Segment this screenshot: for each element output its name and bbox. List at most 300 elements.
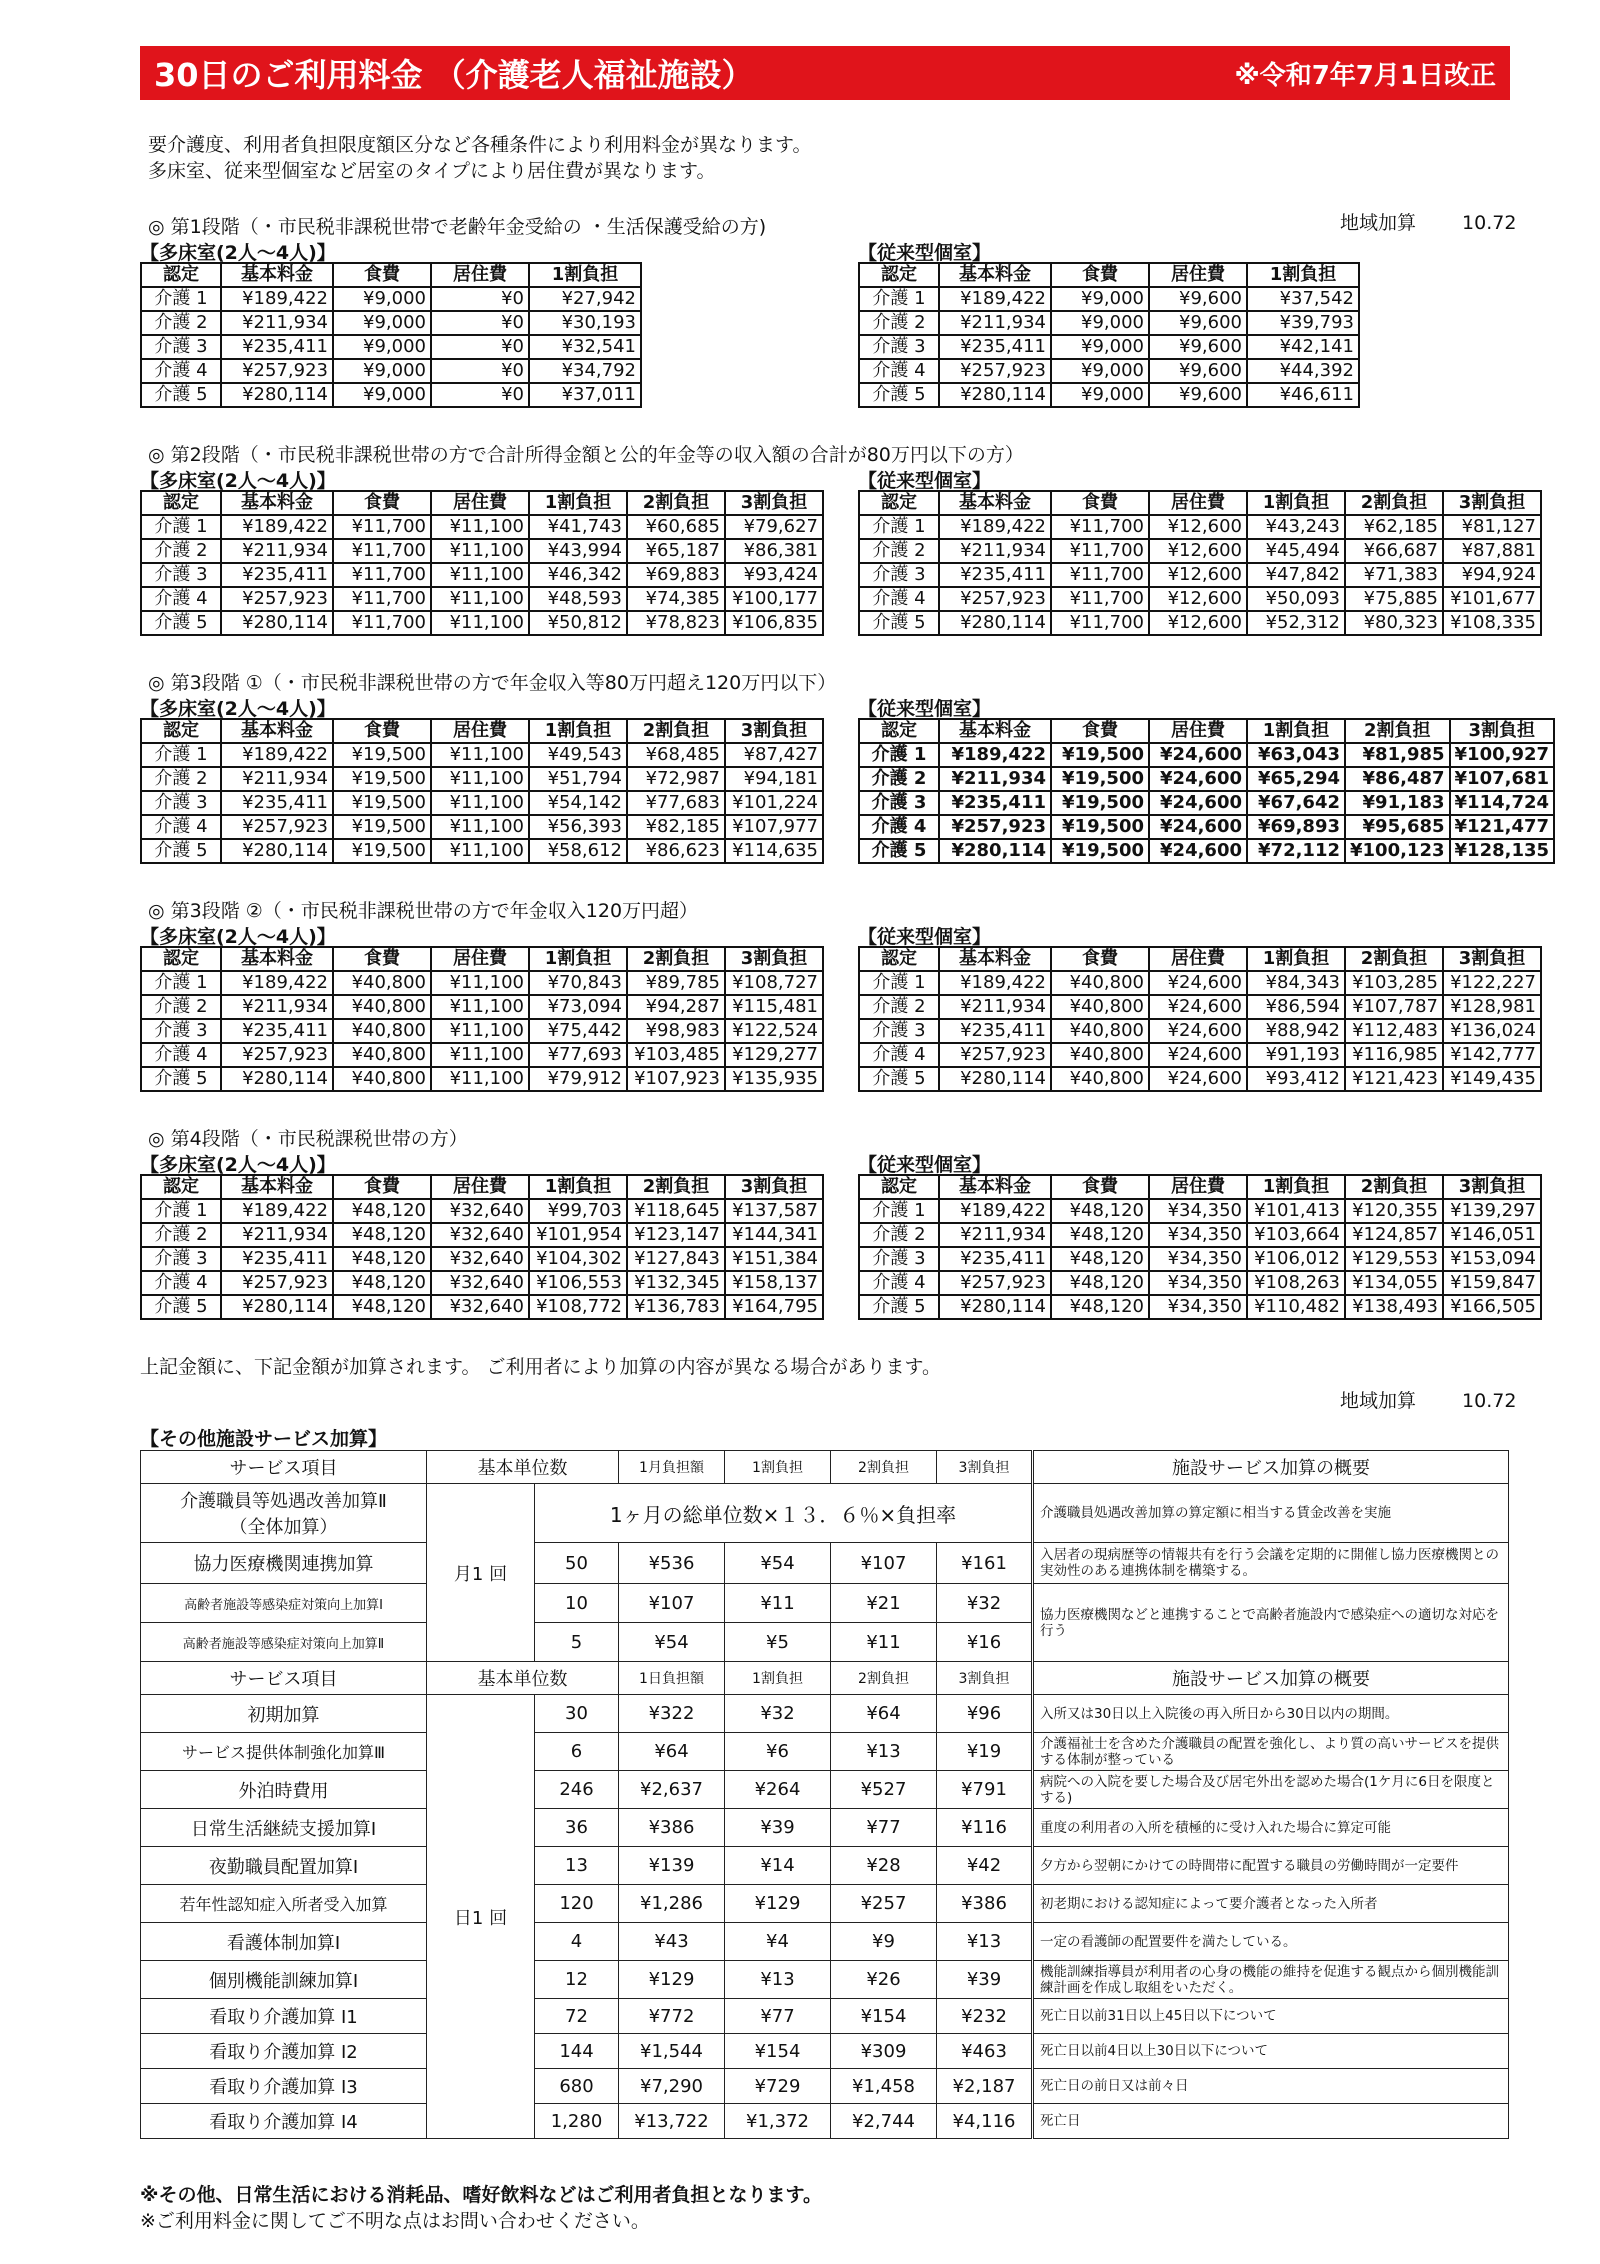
fee-cell: ¥11,100	[431, 611, 529, 635]
multi-bed-fee-table	[140, 490, 824, 636]
column-header: 居住費	[431, 491, 529, 515]
fee-cell: ¥64	[831, 1695, 937, 1733]
fee-cell: ¥98,983	[627, 1019, 725, 1043]
table-row	[141, 1961, 1509, 1999]
fee-cell: ¥32,640	[431, 1223, 529, 1247]
area-addition	[1340, 208, 1516, 235]
fee-cell: ¥69,893	[1247, 815, 1345, 839]
stage-title: ◎ 第2段階（・市民税非課税世帯の方で合計所得金額と公的年金等の収入額の合計が80万円以下の方）	[148, 444, 1024, 466]
fee-cell: ¥9,000	[1051, 311, 1149, 335]
services-title: 【その他施設サービス加算】	[140, 1428, 388, 1450]
fee-cell: ¥103,485	[627, 1043, 725, 1067]
fee-cell: ¥11,100	[431, 1019, 529, 1043]
fee-cell: ¥189,422	[221, 743, 333, 767]
fee-cell: ¥211,934	[221, 767, 333, 791]
table-row	[141, 971, 823, 995]
fee-cell: ¥28	[831, 1847, 937, 1885]
fee-cell: ¥154	[831, 1999, 937, 2034]
table-row	[859, 767, 1554, 791]
service-description: 協力医療機関などと連携することで高齢者施設内で感染症への適切な対応を行う	[1033, 1584, 1509, 1662]
fee-cell: ¥48,120	[1051, 1295, 1149, 1319]
fee-cell: ¥32,640	[431, 1271, 529, 1295]
fee-cell: ¥66,687	[1345, 539, 1443, 563]
fee-cell: ¥11,700	[1051, 611, 1149, 635]
table-row	[859, 611, 1541, 635]
fee-cell: ¥13	[831, 1733, 937, 1771]
table-row	[141, 2034, 1509, 2069]
fee-cell: ¥118,645	[627, 1199, 725, 1223]
fee-cell: ¥189,422	[221, 971, 333, 995]
fee-cell: ¥9,000	[333, 335, 431, 359]
care-level-cell: 介護 4	[859, 1271, 939, 1295]
fee-cell: ¥34,792	[529, 359, 641, 383]
column-header: 2割負担	[627, 491, 725, 515]
fee-cell: ¥139	[619, 1847, 725, 1885]
care-level-cell: 介護 1	[859, 515, 939, 539]
stage-title: ◎ 第3段階 ②（・市民税非課税世帯の方で年金収入120万円超）	[148, 900, 699, 922]
fee-cell: ¥77,693	[529, 1043, 627, 1067]
fee-cell: ¥135,935	[725, 1067, 823, 1091]
unit-cell: 144	[535, 2034, 619, 2069]
fee-cell: ¥264	[725, 1771, 831, 1809]
area-label: 地域加算	[1340, 212, 1417, 234]
fee-cell: ¥4,116	[937, 2104, 1033, 2139]
column-header: 1割負担	[529, 947, 627, 971]
service-description: 重度の利用者の入所を積極的に受け入れた場合に算定可能	[1033, 1809, 1509, 1847]
fee-cell: ¥9,000	[333, 311, 431, 335]
fee-cell: ¥48,120	[333, 1247, 431, 1271]
fee-cell: ¥24,600	[1149, 1043, 1247, 1067]
fee-cell: ¥48,120	[333, 1199, 431, 1223]
fee-cell: ¥47,842	[1247, 563, 1345, 587]
column-header: 1割負担	[725, 1451, 831, 1484]
fee-cell: ¥40,800	[1051, 971, 1149, 995]
fee-cell: ¥91,193	[1247, 1043, 1345, 1067]
column-header: サービス項目	[141, 1451, 427, 1484]
fee-cell: ¥82,185	[627, 815, 725, 839]
unit-cell: 36	[535, 1809, 619, 1847]
fee-cell: ¥11,700	[333, 539, 431, 563]
column-header: 3割負担	[725, 947, 823, 971]
table-row	[141, 1695, 1509, 1733]
fee-cell: ¥88,942	[1247, 1019, 1345, 1043]
fee-cell: ¥235,411	[221, 335, 333, 359]
fee-cell: ¥12,600	[1149, 539, 1247, 563]
service-name	[141, 1484, 427, 1543]
fee-cell: ¥166,505	[1443, 1295, 1541, 1319]
fee-cell: ¥16	[937, 1623, 1033, 1662]
stage-title: ◎ 第3段階 ①（・市民税非課税世帯の方で年金収入等80万円超え120万円以下）	[148, 672, 837, 694]
fee-cell: ¥235,411	[939, 335, 1051, 359]
fee-cell: ¥32,541	[529, 335, 641, 359]
care-level-cell: 介護 3	[141, 791, 221, 815]
fee-cell: ¥96	[937, 1695, 1033, 1733]
unit-cell: 12	[535, 1961, 619, 1999]
fee-cell: ¥95,685	[1345, 815, 1450, 839]
fee-cell: ¥39	[937, 1961, 1033, 1999]
fee-cell: ¥189,422	[939, 1199, 1051, 1223]
fee-cell: ¥0	[431, 287, 529, 311]
fee-cell: ¥11,700	[1051, 563, 1149, 587]
care-level-cell: 介護 2	[141, 311, 221, 335]
table-row	[141, 515, 823, 539]
fee-cell: ¥159,847	[1443, 1271, 1541, 1295]
fee-cell: ¥34,350	[1149, 1199, 1247, 1223]
fee-cell: ¥9,600	[1149, 359, 1247, 383]
fee-cell: ¥11,700	[1051, 539, 1149, 563]
fee-cell: ¥24,600	[1149, 839, 1247, 863]
table-row	[141, 2069, 1509, 2104]
column-header: 3割負担	[1443, 491, 1541, 515]
table-row	[141, 539, 823, 563]
fee-cell: ¥280,114	[939, 839, 1051, 863]
fee-cell: ¥791	[937, 1771, 1033, 1809]
fee-cell: ¥60,685	[627, 515, 725, 539]
fee-cell: ¥63,043	[1247, 743, 1345, 767]
fee-cell: ¥257,923	[221, 815, 333, 839]
fee-cell: ¥11,100	[431, 791, 529, 815]
fee-cell: ¥211,934	[221, 995, 333, 1019]
column-header: 食費	[1051, 1175, 1149, 1199]
table-row	[859, 335, 1359, 359]
column-header: 居住費	[1149, 263, 1247, 287]
fee-cell: ¥280,114	[221, 839, 333, 863]
fee-cell: ¥2,637	[619, 1771, 725, 1809]
table-row	[859, 1247, 1541, 1271]
fee-cell: ¥91,183	[1345, 791, 1450, 815]
fee-cell: ¥69,883	[627, 563, 725, 587]
column-header: 1割負担	[1247, 263, 1359, 287]
fee-cell: ¥103,664	[1247, 1223, 1345, 1247]
table-header-row	[859, 947, 1541, 971]
column-header: 基本料金	[939, 947, 1051, 971]
care-level-cell: 介護 5	[141, 383, 221, 407]
fee-cell: ¥77	[831, 1809, 937, 1847]
fee-cell: ¥4	[725, 1923, 831, 1961]
fee-cell: ¥137,587	[725, 1199, 823, 1223]
column-header: 認定	[141, 947, 221, 971]
unit-cell: 1,280	[535, 2104, 619, 2139]
fee-cell: ¥235,411	[221, 563, 333, 587]
fee-cell: ¥386	[937, 1885, 1033, 1923]
fee-cell: ¥257,923	[939, 587, 1051, 611]
fee-cell: ¥257,923	[221, 359, 333, 383]
column-header: 基本料金	[939, 719, 1051, 743]
service-description: 入居者の現病歴等の情報共有を行う会議を定期的に開催し協力医療機関との実効性のある連携体制を構築する。	[1033, 1543, 1509, 1584]
private-room-fee-table	[858, 490, 1542, 636]
column-header: 認定	[859, 719, 939, 743]
fee-cell: ¥19,500	[333, 767, 431, 791]
column-header: 居住費	[431, 947, 529, 971]
column-header: 認定	[141, 1175, 221, 1199]
service-name: 看取り介護加算 Ⅰ1	[141, 1999, 427, 2034]
fee-cell: ¥43,243	[1247, 515, 1345, 539]
care-level-cell: 介護 2	[859, 1223, 939, 1247]
fee-cell: ¥39,793	[1247, 311, 1359, 335]
multi-bed-fee-table	[140, 1174, 824, 1320]
table-row	[141, 2104, 1509, 2139]
table-row	[141, 1847, 1509, 1885]
fee-cell: ¥536	[619, 1543, 725, 1584]
fee-cell: ¥40,800	[333, 971, 431, 995]
care-level-cell: 介護 2	[859, 539, 939, 563]
fee-cell: ¥729	[725, 2069, 831, 2104]
column-header: 2割負担	[831, 1451, 937, 1484]
fee-cell: ¥161	[937, 1543, 1033, 1584]
table-row	[141, 1771, 1509, 1809]
fee-cell: ¥24,600	[1149, 1019, 1247, 1043]
fee-cell: ¥58,612	[529, 839, 627, 863]
table-row	[141, 767, 823, 791]
footnote-consumables: ※その他、日常生活における消耗品、嗜好飲料などはご利用者負担となります。	[140, 2184, 822, 2206]
column-header: 3割負担	[725, 1175, 823, 1199]
column-header: 1月負担額	[619, 1451, 725, 1484]
column-header: 居住費	[431, 1175, 529, 1199]
fee-cell: ¥127,843	[627, 1247, 725, 1271]
fee-cell: ¥40,800	[1051, 1043, 1149, 1067]
fee-cell: ¥73,094	[529, 995, 627, 1019]
table-row	[859, 995, 1541, 1019]
table-row	[141, 1067, 823, 1091]
fee-cell: ¥0	[431, 383, 529, 407]
table-row	[141, 1809, 1509, 1847]
fee-cell: ¥1,544	[619, 2034, 725, 2069]
fee-cell: ¥189,422	[221, 1199, 333, 1223]
fee-cell: ¥151,384	[725, 1247, 823, 1271]
fee-cell: ¥24,600	[1149, 743, 1247, 767]
service-name: 看取り介護加算 Ⅰ2	[141, 2034, 427, 2069]
column-header: 居住費	[431, 719, 529, 743]
fee-cell: ¥72,112	[1247, 839, 1345, 863]
fee-cell: ¥37,011	[529, 383, 641, 407]
care-level-cell: 介護 3	[859, 563, 939, 587]
column-header: 食費	[1051, 719, 1149, 743]
fee-cell: ¥65,294	[1247, 767, 1345, 791]
fee-cell: ¥107,681	[1450, 767, 1555, 791]
fee-cell: ¥257,923	[939, 359, 1051, 383]
care-level-cell: 介護 4	[141, 815, 221, 839]
table-header-row	[141, 947, 823, 971]
column-header: 食費	[333, 719, 431, 743]
fee-cell: ¥280,114	[939, 383, 1051, 407]
care-level-cell: 介護 1	[141, 971, 221, 995]
fee-cell: ¥9	[831, 1923, 937, 1961]
table-row	[141, 359, 641, 383]
table-row	[859, 1067, 1541, 1091]
fee-cell: ¥41,743	[529, 515, 627, 539]
fee-cell: ¥232	[937, 1999, 1033, 2034]
fee-cell: ¥24,600	[1149, 815, 1247, 839]
fee-cell: ¥11	[725, 1584, 831, 1623]
service-description: 入所又は30日以上入院後の再入所日から30日以内の期間。	[1033, 1695, 1509, 1733]
table-row	[859, 587, 1541, 611]
care-level-cell: 介護 3	[141, 563, 221, 587]
care-level-cell: 介護 4	[141, 587, 221, 611]
fee-cell: ¥106,553	[529, 1271, 627, 1295]
table-header-row	[141, 491, 823, 515]
fee-cell: ¥9,000	[1051, 287, 1149, 311]
multi-bed-fee-table	[140, 262, 642, 408]
fee-cell: ¥164,795	[725, 1295, 823, 1319]
fee-cell: ¥9,000	[333, 359, 431, 383]
fee-cell: ¥19,500	[333, 815, 431, 839]
fee-cell: ¥154	[725, 2034, 831, 2069]
fee-cell: ¥93,424	[725, 563, 823, 587]
fee-cell: ¥11,100	[431, 587, 529, 611]
title-banner	[140, 46, 1510, 100]
fee-cell: ¥11,100	[431, 515, 529, 539]
fee-cell: ¥32	[725, 1695, 831, 1733]
fee-cell: ¥9,000	[333, 383, 431, 407]
table-row	[141, 287, 641, 311]
fee-cell: ¥189,422	[939, 971, 1051, 995]
fee-cell: ¥144,341	[725, 1223, 823, 1247]
care-level-cell: 介護 3	[859, 1247, 939, 1271]
care-level-cell: 介護 2	[859, 311, 939, 335]
fee-cell: ¥1,458	[831, 2069, 937, 2104]
column-header: 認定	[859, 263, 939, 287]
fee-cell: ¥19	[937, 1733, 1033, 1771]
fee-cell: ¥34,350	[1149, 1271, 1247, 1295]
column-header: 基本料金	[221, 947, 333, 971]
fee-cell: ¥9,600	[1149, 383, 1247, 407]
fee-cell: ¥40,800	[333, 1043, 431, 1067]
column-header: 1割負担	[529, 719, 627, 743]
column-header: サービス項目	[141, 1662, 427, 1695]
table-header-row	[859, 491, 1541, 515]
fee-cell: ¥104,302	[529, 1247, 627, 1271]
column-header: 2割負担	[627, 719, 725, 743]
care-level-cell: 介護 3	[141, 335, 221, 359]
fee-cell: ¥101,954	[529, 1223, 627, 1247]
unit-cell: 72	[535, 1999, 619, 2034]
fee-cell: ¥280,114	[939, 1295, 1051, 1319]
fee-cell: ¥129,553	[1345, 1247, 1443, 1271]
fee-cell: ¥11,100	[431, 1043, 529, 1067]
care-level-cell: 介護 1	[141, 1199, 221, 1223]
unit-cell: 4	[535, 1923, 619, 1961]
fee-cell: ¥280,114	[221, 611, 333, 635]
fee-cell: ¥235,411	[221, 1247, 333, 1271]
intro-text	[148, 132, 811, 184]
care-level-cell: 介護 4	[141, 1043, 221, 1067]
area-label: 地域加算	[1340, 1390, 1417, 1412]
fee-cell: ¥11	[831, 1623, 937, 1662]
fee-cell: ¥139,297	[1443, 1199, 1541, 1223]
column-header: 1割負担	[1247, 719, 1345, 743]
stage-title: ◎ 第4段階（・市民税課税世帯の方）	[148, 1128, 468, 1150]
fee-cell: ¥13	[725, 1961, 831, 1999]
table-header-row	[859, 263, 1359, 287]
fee-cell: ¥11,100	[431, 743, 529, 767]
fee-cell: ¥128,135	[1450, 839, 1555, 863]
fee-cell: ¥40,800	[1051, 995, 1149, 1019]
fee-cell: ¥211,934	[939, 767, 1051, 791]
fee-cell: ¥386	[619, 1809, 725, 1847]
fee-cell: ¥11,700	[333, 563, 431, 587]
unit-cell: 50	[535, 1543, 619, 1584]
service-description: 死亡日以前31日以上45日以下について	[1033, 1999, 1509, 2034]
fee-cell: ¥101,677	[1443, 587, 1541, 611]
fee-cell: ¥108,263	[1247, 1271, 1345, 1295]
revision-date: ※令和7年7月1日改正	[1234, 60, 1496, 91]
table-row	[141, 311, 641, 335]
service-name: 高齢者施設等感染症対策向上加算Ⅰ	[141, 1584, 427, 1623]
fee-cell: ¥1,286	[619, 1885, 725, 1923]
private-room-fee-table	[858, 718, 1555, 864]
fee-cell: ¥158,137	[725, 1271, 823, 1295]
care-level-cell: 介護 1	[141, 287, 221, 311]
fee-cell: ¥211,934	[939, 539, 1051, 563]
fee-cell: ¥32,640	[431, 1247, 529, 1271]
fee-cell: ¥11,700	[1051, 515, 1149, 539]
fee-cell: ¥235,411	[939, 1247, 1051, 1271]
fee-cell: ¥211,934	[221, 1223, 333, 1247]
column-header: 1日負担額	[619, 1662, 725, 1695]
fee-cell: ¥40,800	[333, 995, 431, 1019]
fee-cell: ¥322	[619, 1695, 725, 1733]
table-row	[859, 743, 1554, 767]
fee-cell: ¥1,372	[725, 2104, 831, 2139]
fee-cell: ¥0	[431, 311, 529, 335]
column-header: 基本料金	[939, 1175, 1051, 1199]
fee-cell: ¥2,187	[937, 2069, 1033, 2104]
fee-cell: ¥101,224	[725, 791, 823, 815]
care-level-cell: 介護 4	[859, 587, 939, 611]
fee-cell: ¥26	[831, 1961, 937, 1999]
fee-cell: ¥110,482	[1247, 1295, 1345, 1319]
table-row	[141, 1999, 1509, 2034]
table-row	[141, 383, 641, 407]
table-row	[141, 611, 823, 635]
care-level-cell: 介護 3	[141, 1019, 221, 1043]
table-row	[141, 1295, 823, 1319]
table-row	[141, 1733, 1509, 1771]
fee-cell: ¥115,481	[725, 995, 823, 1019]
fee-cell: ¥7,290	[619, 2069, 725, 2104]
fee-cell: ¥46,611	[1247, 383, 1359, 407]
fee-cell: ¥24,600	[1149, 1067, 1247, 1091]
fee-cell: ¥6	[725, 1733, 831, 1771]
column-header: 1割負担	[529, 1175, 627, 1199]
fee-cell: ¥62,185	[1345, 515, 1443, 539]
table-row	[859, 815, 1554, 839]
column-header: 食費	[333, 1175, 431, 1199]
fee-cell: ¥70,843	[529, 971, 627, 995]
fee-cell: ¥81,127	[1443, 515, 1541, 539]
room-type-label: 【従来型個室】	[858, 1154, 992, 1176]
column-header: 2割負担	[1345, 947, 1443, 971]
table-row	[141, 995, 823, 1019]
column-header: 認定	[141, 719, 221, 743]
service-name-line: 介護職員等処遇改善加算Ⅱ	[180, 1491, 387, 1512]
table-row	[859, 1271, 1541, 1295]
care-level-cell: 介護 1	[859, 971, 939, 995]
fee-cell: ¥24,600	[1149, 767, 1247, 791]
column-header: 3割負担	[725, 719, 823, 743]
fee-cell: ¥27,942	[529, 287, 641, 311]
fee-cell: ¥12,600	[1149, 587, 1247, 611]
fee-cell: ¥189,422	[939, 287, 1051, 311]
column-header: 2割負担	[1345, 1175, 1443, 1199]
fee-cell: ¥13	[937, 1923, 1033, 1961]
fee-cell: ¥48,120	[333, 1271, 431, 1295]
care-level-cell: 介護 5	[859, 611, 939, 635]
fee-cell: ¥75,442	[529, 1019, 627, 1043]
fee-cell: ¥107,923	[627, 1067, 725, 1091]
care-level-cell: 介護 2	[141, 539, 221, 563]
fee-cell: ¥9,600	[1149, 287, 1247, 311]
